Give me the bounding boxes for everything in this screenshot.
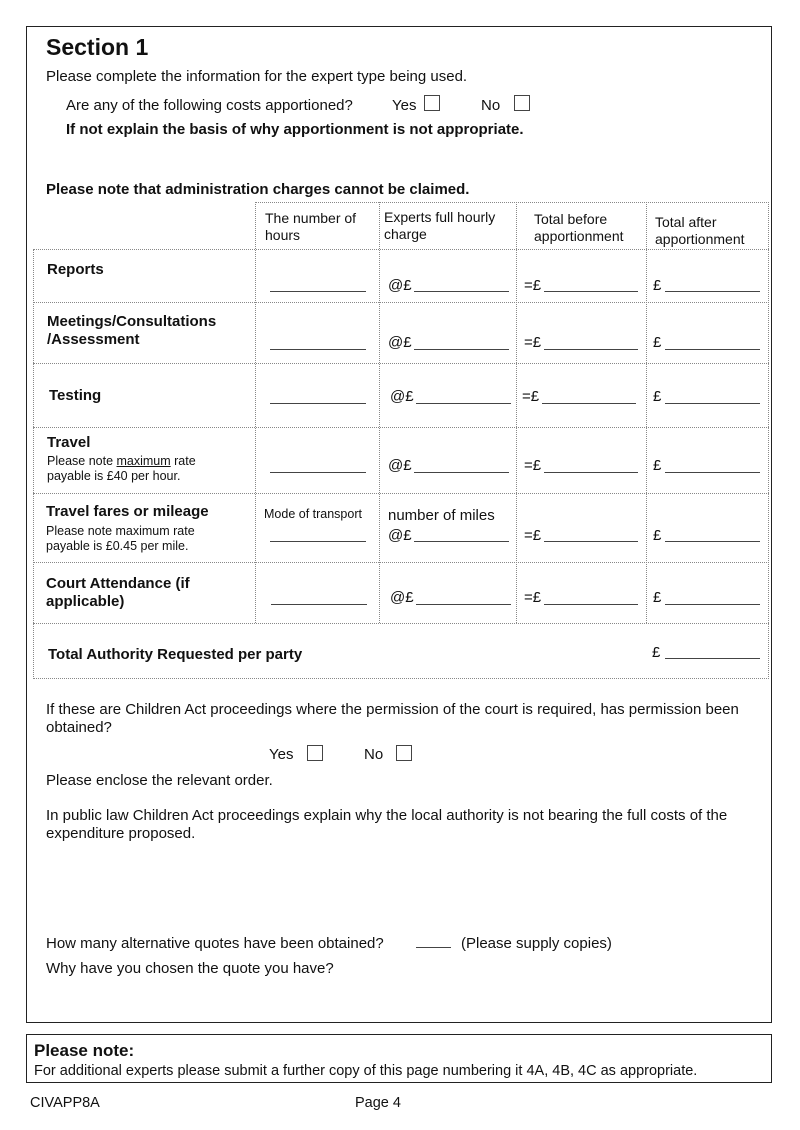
- travel-before-field[interactable]: [544, 472, 638, 473]
- page-number: Page 4: [355, 1095, 401, 1111]
- testing-before-field[interactable]: [542, 403, 636, 404]
- meetings-hours-field[interactable]: [270, 349, 366, 350]
- reports-after-prefix: £: [653, 277, 662, 294]
- quotes-supply-text: (Please supply copies): [461, 935, 612, 952]
- please-note-text: For additional experts please submit a further copy of this page numbering it 4A, 4B, 4C as appropriate.: [34, 1063, 698, 1079]
- apportioned-yes-checkbox[interactable]: [424, 95, 440, 111]
- please-note-title: Please note:: [34, 1041, 135, 1060]
- section-title: Section 1: [46, 34, 149, 60]
- header-hours: The number of hours: [265, 210, 357, 243]
- fares-miles-field[interactable]: [414, 541, 509, 542]
- reports-rate-field[interactable]: [414, 291, 509, 292]
- meetings-before-field[interactable]: [544, 349, 638, 350]
- children-yes-checkbox[interactable]: [307, 745, 323, 761]
- testing-after-field[interactable]: [665, 403, 760, 404]
- fares-after-prefix: £: [653, 527, 662, 544]
- fares-rate-prefix: @£: [388, 527, 412, 544]
- quotes-question: How many alternative quotes have been obtained?: [46, 935, 384, 952]
- fares-before-field[interactable]: [544, 541, 638, 542]
- testing-before-prefix: =£: [522, 388, 540, 405]
- fares-after-field[interactable]: [665, 541, 760, 542]
- fares-miles-label: number of miles: [388, 507, 495, 524]
- travel-after-field[interactable]: [665, 472, 760, 473]
- fares-note: Please note maximum rate payable is £0.45 per mile.: [46, 524, 195, 553]
- apportioned-no-label: No: [481, 97, 501, 114]
- court-rate-prefix: @£: [390, 589, 414, 606]
- children-yes-label: Yes: [269, 746, 294, 763]
- court-before-field[interactable]: [544, 604, 638, 605]
- testing-rate-prefix: @£: [390, 388, 414, 405]
- court-after-prefix: £: [653, 589, 662, 606]
- travel-rate-field[interactable]: [414, 472, 509, 473]
- total-field[interactable]: [665, 658, 760, 659]
- court-after-field[interactable]: [665, 604, 760, 605]
- header-after: Total after apportionment: [655, 214, 745, 247]
- quotes-count-field[interactable]: [416, 947, 451, 948]
- row-meetings-label: Meetings/Consultations /Assessment: [47, 313, 217, 348]
- apportioned-no-checkbox[interactable]: [514, 95, 530, 111]
- enclose-order-text: Please enclose the relevant order.: [46, 772, 273, 789]
- testing-after-prefix: £: [653, 388, 662, 405]
- travel-note: Please note maximum rate payable is £40 per hour.: [47, 454, 196, 483]
- court-before-prefix: =£: [524, 589, 542, 606]
- fares-mode-label: Mode of transport: [264, 507, 362, 521]
- meetings-after-prefix: £: [653, 334, 662, 351]
- meetings-after-field[interactable]: [665, 349, 760, 350]
- row-fares-label: Travel fares or mileage: [46, 503, 209, 520]
- why-quote-question: Why have you chosen the quote you have?: [46, 960, 334, 977]
- reports-rate-prefix: @£: [388, 277, 412, 294]
- reports-after-field[interactable]: [665, 291, 760, 292]
- header-rate: Experts full hourly charge: [384, 209, 496, 242]
- reports-hours-field[interactable]: [270, 291, 366, 292]
- row-reports-label: Reports: [47, 261, 104, 278]
- reports-before-prefix: =£: [524, 277, 542, 294]
- reports-before-field[interactable]: [544, 291, 638, 292]
- court-hours-field[interactable]: [271, 604, 367, 605]
- children-no-label: No: [364, 746, 384, 763]
- travel-before-prefix: =£: [524, 457, 542, 474]
- meetings-before-prefix: =£: [524, 334, 542, 351]
- row-testing-label: Testing: [49, 387, 102, 404]
- row-court-label: Court Attendance (if applicable): [46, 575, 190, 610]
- testing-hours-field[interactable]: [270, 403, 366, 404]
- children-no-checkbox[interactable]: [396, 745, 412, 761]
- apportioned-question: Are any of the following costs apportioned?: [66, 97, 353, 114]
- row-total-label: Total Authority Requested per party: [48, 646, 303, 663]
- fares-mode-field[interactable]: [270, 541, 366, 542]
- public-law-question: In public law Children Act proceedings explain why the local authority is not bearing the full costs of the expenditure proposed.: [46, 807, 728, 842]
- testing-rate-field[interactable]: [416, 403, 511, 404]
- form-code: CIVAPP8A: [30, 1095, 100, 1111]
- apportioned-yes-label: Yes: [392, 97, 417, 114]
- row-travel-label: Travel: [47, 434, 91, 451]
- fares-before-prefix: =£: [524, 527, 542, 544]
- explain-instruction: If not explain the basis of why apportionment is not appropriate.: [66, 121, 524, 138]
- intro-text: Please complete the information for the expert type being used.: [46, 68, 468, 85]
- total-prefix: £: [652, 644, 661, 661]
- travel-hours-field[interactable]: [270, 472, 366, 473]
- meetings-rate-prefix: @£: [388, 334, 412, 351]
- meetings-rate-field[interactable]: [414, 349, 509, 350]
- travel-after-prefix: £: [653, 457, 662, 474]
- header-before: Total before apportionment: [534, 211, 624, 244]
- admin-charges-note: Please note that administration charges cannot be claimed.: [46, 181, 470, 198]
- children-act-question: If these are Children Act proceedings where the permission of the court is required, has permission been obtained?: [46, 701, 739, 736]
- travel-rate-prefix: @£: [388, 457, 412, 474]
- court-rate-field[interactable]: [416, 604, 511, 605]
